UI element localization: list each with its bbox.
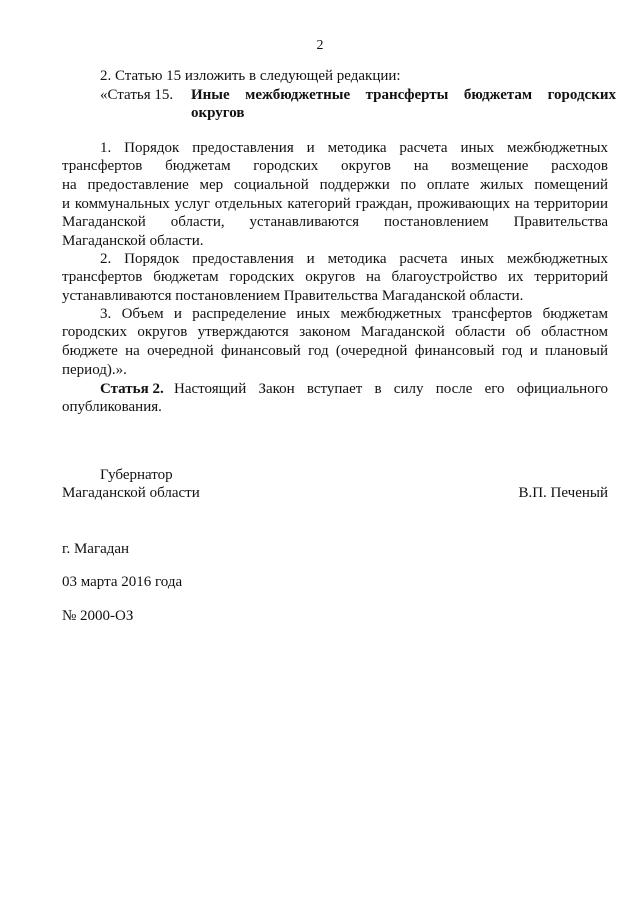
p2-line-3: устанавливаются постановлением Правительства Магаданской области.: [62, 288, 524, 304]
signature-position-line1: Губернатор: [100, 467, 173, 483]
signature-name: В.П. Печеный: [518, 485, 608, 501]
article15-title-line1: Иные межбюджетные трансферты бюджетам городских: [191, 87, 616, 103]
p2-line-1: 2. Порядок предоставления и методика расчета иных межбюджетных: [100, 251, 608, 267]
p3-line-1: 3. Объем и распределение иных межбюджетных трансфертов бюджетам: [100, 306, 608, 322]
p3-line-3: бюджете на очередной финансовый год (очередной финансовый год и плановый: [62, 343, 608, 359]
p1-line-3: на предоставление мер социальной поддержки по оплате жилых помещений: [62, 177, 608, 193]
p1-line-4: и коммунальных услуг отдельных категорий граждан, проживающих на территории: [62, 196, 608, 212]
article15-label: «Статья 15.: [100, 87, 174, 103]
p1-line-6: Магаданской области.: [62, 233, 204, 249]
intro-line: 2. Статью 15 изложить в следующей редакции:: [100, 68, 401, 84]
p1-line-5: Магаданской области, устанавливаются постановлением Правительства: [62, 214, 608, 230]
article15-title-line2: округов: [191, 105, 245, 121]
city: г. Магадан: [62, 541, 130, 557]
article2-label: Статья 2.: [100, 381, 164, 397]
law-number: № 2000-ОЗ: [62, 608, 134, 624]
p1-line-1: 1. Порядок предоставления и методика расчета иных межбюджетных: [100, 140, 608, 156]
article2-text-line2: опубликования.: [62, 399, 162, 415]
p2-line-2: трансфертов бюджетам городских округов на благоустройство их территорий: [62, 269, 608, 285]
article2-text-line1: Настоящий Закон вступает в силу после его официального: [174, 381, 608, 397]
date: 03 марта 2016 года: [62, 574, 183, 590]
page-number: 2: [316, 38, 324, 53]
p1-line-2: трансфертов бюджетам городских округов на возмещение расходов: [62, 158, 608, 174]
p3-line-4: период).».: [62, 362, 127, 378]
signature-position-line2: Магаданской области: [62, 485, 200, 501]
p3-line-2: городских округов утверждаются законом Магаданской области об областном: [62, 324, 608, 340]
